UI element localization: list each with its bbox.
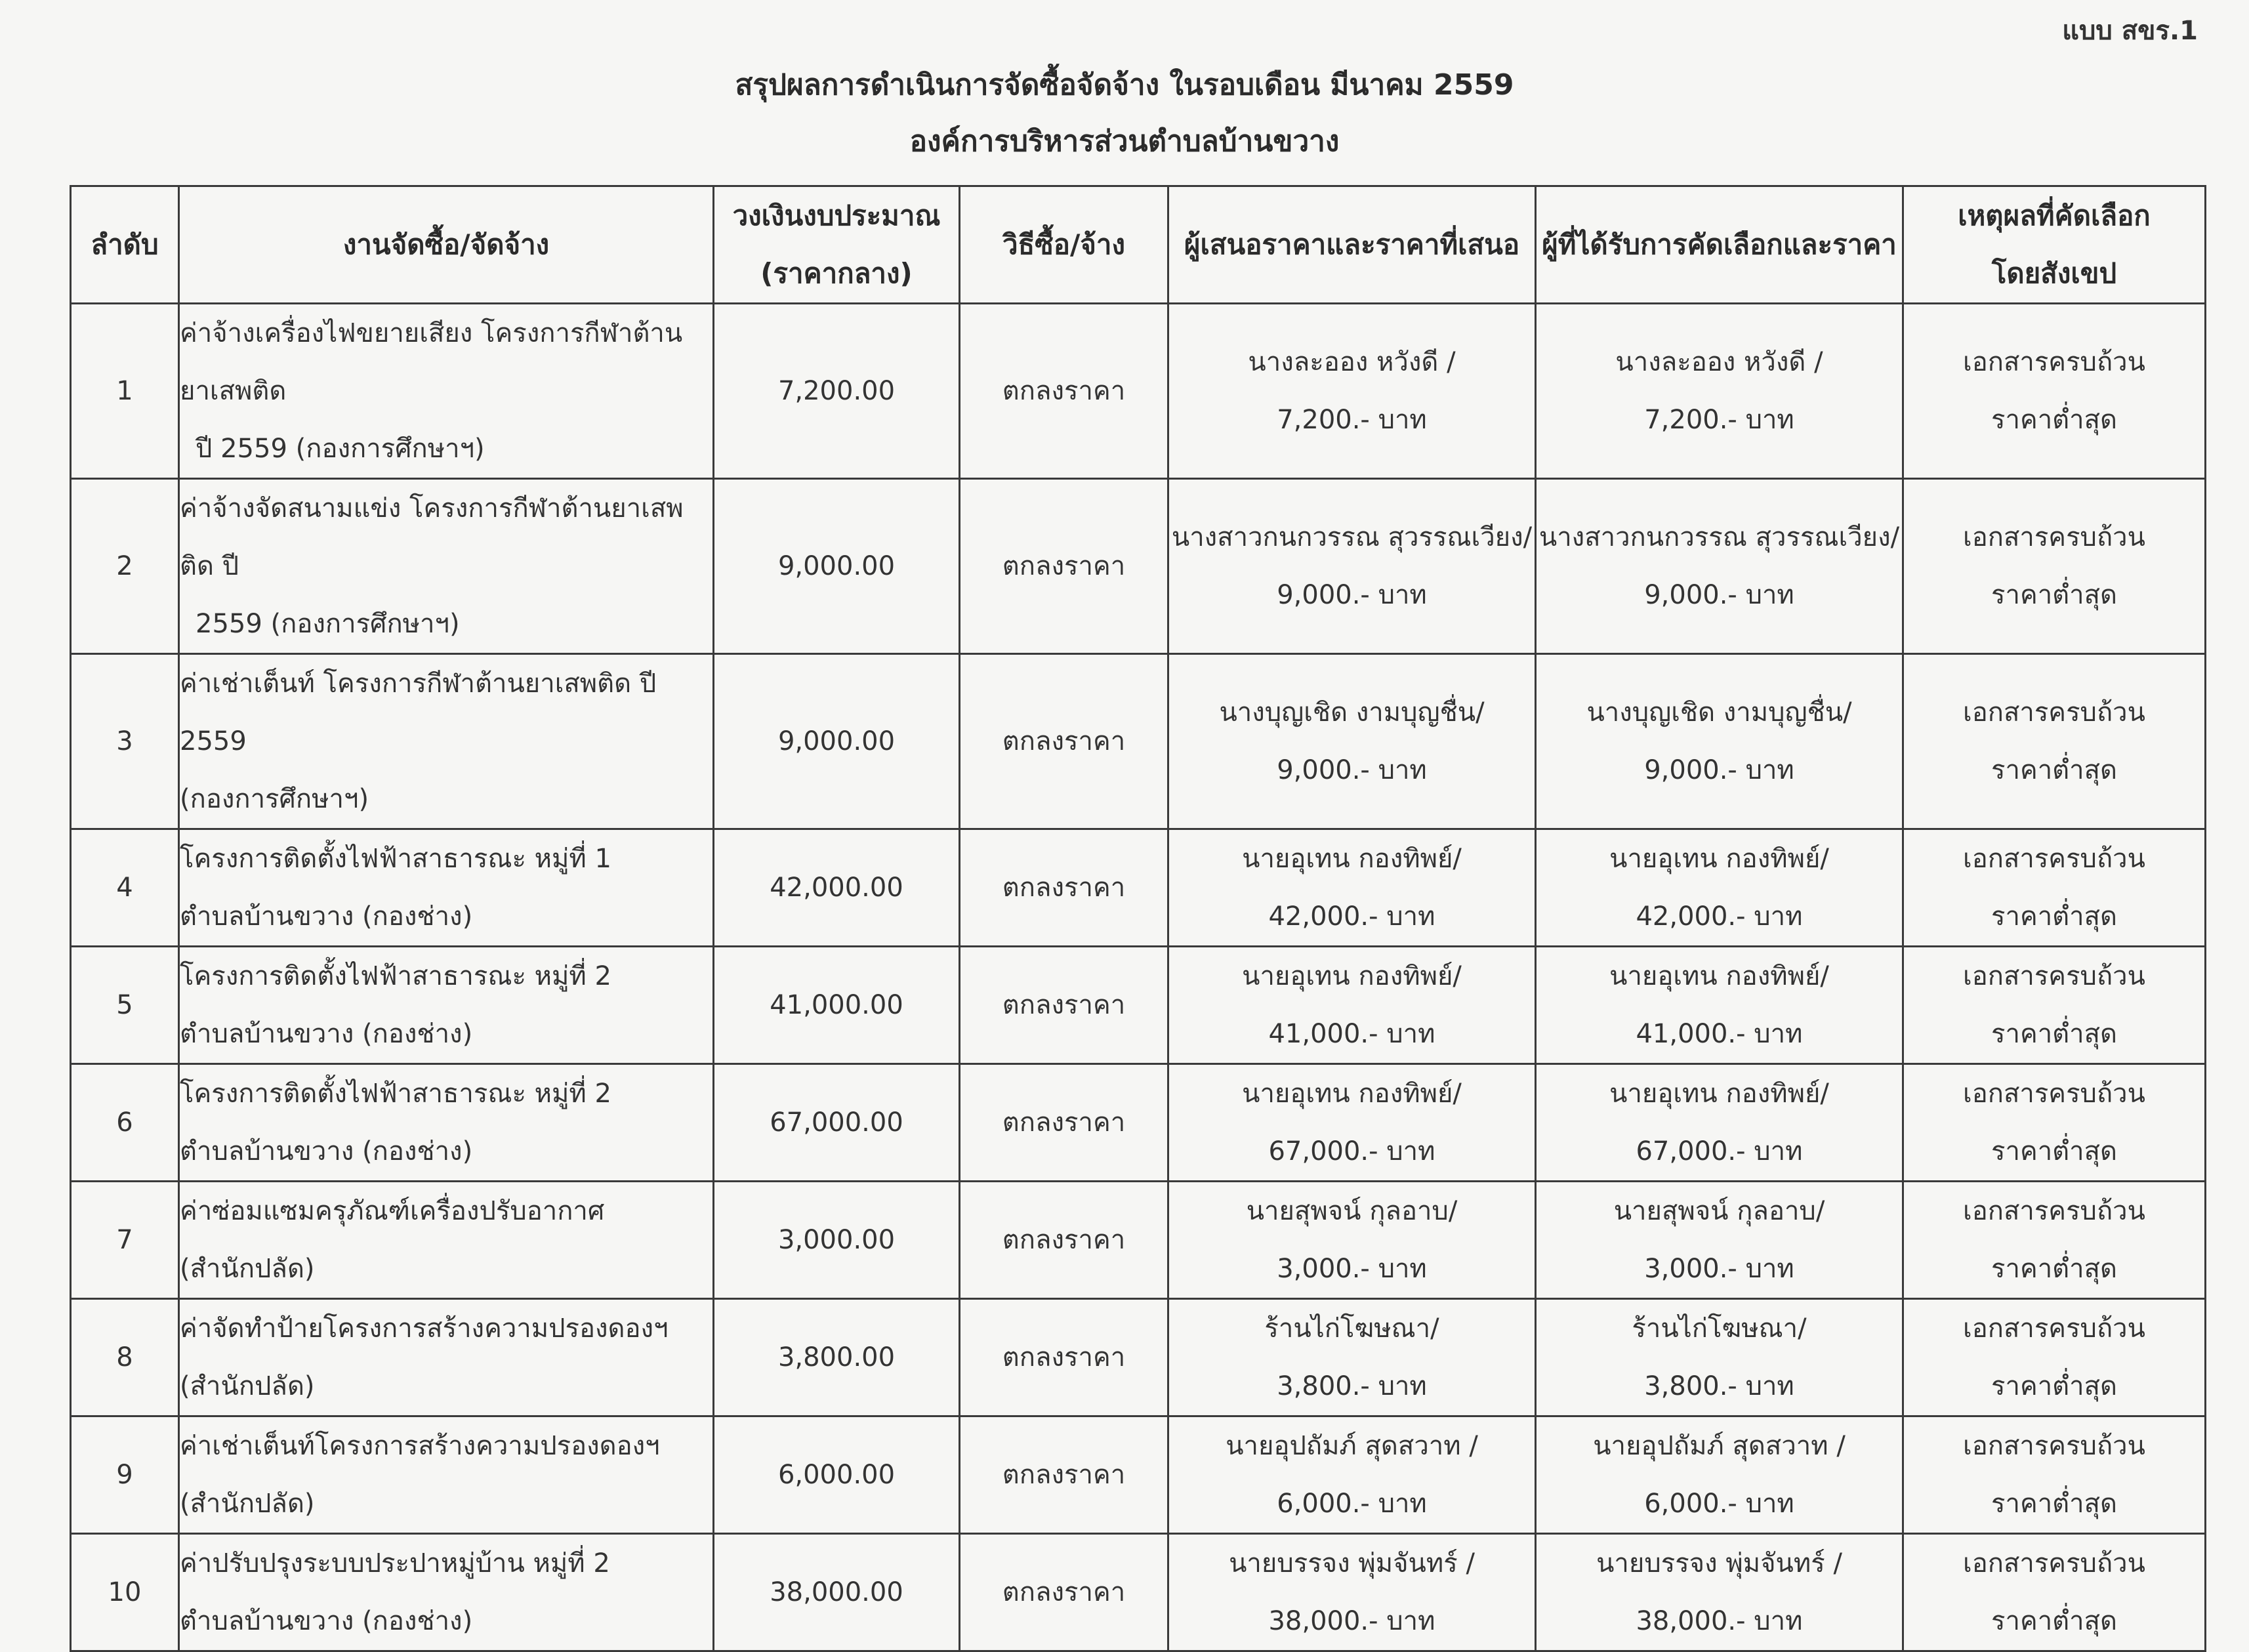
row-method: ตกลงราคา: [960, 304, 1168, 479]
row-budget: 3,000.00: [714, 1182, 960, 1299]
table-row: [71, 654, 2206, 829]
row-bidder: นายอุเทน กองทิพย์/ 42,000.- บาท: [1168, 829, 1536, 947]
row-method: ตกลงราคา: [960, 479, 1168, 654]
row-reason: เอกสารครบถ้วน ราคาต่ำสุด: [1903, 947, 2206, 1064]
row-no: 8: [71, 1299, 179, 1416]
row-task: ค่าปรับปรุงระบบประปาหมู่บ้าน หมู่ที่ 2 ตำบลบ้านขวาง (กองช่าง): [179, 1534, 714, 1651]
row-no: 3: [71, 654, 179, 829]
row-task: ค่าจ้างเครื่องไฟขยายเสียง โครงการกีฬาต้านยาเสพติด ปี 2559 (กองการศึกษาฯ): [179, 304, 714, 479]
row-method: ตกลงราคา: [960, 654, 1168, 829]
table-row: [71, 1416, 2206, 1534]
row-selected: นางบุญเชิด งามบุญชื่น/ 9,000.- บาท: [1536, 654, 1903, 829]
row-selected: นายอุเทน กองทิพย์/ 41,000.- บาท: [1536, 947, 1903, 1064]
row-selected: นายบรรจง พุ่มจันทร์ / 38,000.- บาท: [1536, 1534, 1903, 1651]
row-bidder: นายอุปถัมภ์ สุดสวาท / 6,000.- บาท: [1168, 1416, 1536, 1534]
header-budget: วงเงินงบประมาณ (ราคากลาง): [714, 186, 960, 304]
row-budget: 7,200.00: [714, 304, 960, 479]
row-no: 10: [71, 1534, 179, 1651]
row-bidder: นายอุเทน กองทิพย์/ 41,000.- บาท: [1168, 947, 1536, 1064]
row-budget: 38,000.00: [714, 1534, 960, 1651]
header-no: ลำดับ: [71, 186, 179, 304]
page-subtitle: องค์การบริหารส่วนตำบลบ้านขวาง: [909, 125, 1340, 158]
page-title: สรุปผลการดำเนินการจัดซื้อจัดจ้าง ในรอบเดือน มีนาคม 2559: [735, 68, 1514, 102]
row-budget: 6,000.00: [714, 1416, 960, 1534]
row-budget: 42,000.00: [714, 829, 960, 947]
row-selected: นายอุเทน กองทิพย์/ 67,000.- บาท: [1536, 1064, 1903, 1182]
row-bidder: นายสุพจน์ กุลอาบ/ 3,000.- บาท: [1168, 1182, 1536, 1299]
row-task: ค่าจัดทำป้ายโครงการสร้างความปรองดองฯ (สำนักปลัด): [179, 1299, 714, 1416]
row-selected: นางสาวกนกวรรณ สุวรรณเวียง/ 9,000.- บาท: [1536, 479, 1903, 654]
row-bidder: นายบรรจง พุ่มจันทร์ / 38,000.- บาท: [1168, 1534, 1536, 1651]
row-task: ค่าซ่อมแซมครุภัณฑ์เครื่องปรับอากาศ (สำนักปลัด): [179, 1182, 714, 1299]
header-task: งานจัดซื้อ/จัดจ้าง: [179, 186, 714, 304]
row-budget: 67,000.00: [714, 1064, 960, 1182]
table-row: [71, 829, 2206, 947]
row-no: 2: [71, 479, 179, 654]
row-selected: นายอุปถัมภ์ สุดสวาท / 6,000.- บาท: [1536, 1416, 1903, 1534]
row-task: ค่าเช่าเต็นท์โครงการสร้างความปรองดองฯ (สำนักปลัด): [179, 1416, 714, 1534]
form-code: แบบ สขร.1: [2062, 16, 2198, 46]
row-reason: เอกสารครบถ้วน ราคาต่ำสุด: [1903, 304, 2206, 479]
row-no: 1: [71, 304, 179, 479]
table-header-row: [71, 186, 2206, 304]
row-reason: เอกสารครบถ้วน ราคาต่ำสุด: [1903, 1064, 2206, 1182]
table-row: [71, 1064, 2206, 1182]
row-selected: นางละออง หวังดี / 7,200.- บาท: [1536, 304, 1903, 479]
row-method: ตกลงราคา: [960, 829, 1168, 947]
row-method: ตกลงราคา: [960, 1416, 1168, 1534]
row-selected: นายสุพจน์ กุลอาบ/ 3,000.- บาท: [1536, 1182, 1903, 1299]
row-method: ตกลงราคา: [960, 1299, 1168, 1416]
table-row: [71, 304, 2206, 479]
row-method: ตกลงราคา: [960, 947, 1168, 1064]
row-reason: เอกสารครบถ้วน ราคาต่ำสุด: [1903, 1299, 2206, 1416]
row-budget: 9,000.00: [714, 479, 960, 654]
row-reason: เอกสารครบถ้วน ราคาต่ำสุด: [1903, 829, 2206, 947]
row-bidder: นางละออง หวังดี / 7,200.- บาท: [1168, 304, 1536, 479]
row-method: ตกลงราคา: [960, 1064, 1168, 1182]
row-selected: ร้านไก่โฆษณา/ 3,800.- บาท: [1536, 1299, 1903, 1416]
row-budget: 41,000.00: [714, 947, 960, 1064]
row-task: โครงการติดตั้งไฟฟ้าสาธารณะ หมู่ที่ 2 ตำบลบ้านขวาง (กองช่าง): [179, 947, 714, 1064]
row-no: 7: [71, 1182, 179, 1299]
row-method: ตกลงราคา: [960, 1182, 1168, 1299]
row-reason: เอกสารครบถ้วน ราคาต่ำสุด: [1903, 1416, 2206, 1534]
row-task: โครงการติดตั้งไฟฟ้าสาธารณะ หมู่ที่ 2 ตำบลบ้านขวาง (กองช่าง): [179, 1064, 714, 1182]
row-bidder: นายอุเทน กองทิพย์/ 67,000.- บาท: [1168, 1064, 1536, 1182]
table-row: [71, 1182, 2206, 1299]
row-task: ค่าจ้างจัดสนามแข่ง โครงการกีฬาต้านยาเสพติด ปี 2559 (กองการศึกษาฯ): [179, 479, 714, 654]
table-row: [71, 947, 2206, 1064]
table-row: [71, 1534, 2206, 1651]
table-row: [71, 479, 2206, 654]
row-reason: เอกสารครบถ้วน ราคาต่ำสุด: [1903, 1182, 2206, 1299]
row-reason: เอกสารครบถ้วน ราคาต่ำสุด: [1903, 1534, 2206, 1651]
row-selected: นายอุเทน กองทิพย์/ 42,000.- บาท: [1536, 829, 1903, 947]
header-reason: เหตุผลที่คัดเลือก โดยสังเขป: [1903, 186, 2206, 304]
row-budget: 9,000.00: [714, 654, 960, 829]
row-task: ค่าเช่าเต็นท์ โครงการกีฬาต้านยาเสพติด ปี 2559 (กองการศึกษาฯ): [179, 654, 714, 829]
row-no: 4: [71, 829, 179, 947]
row-budget: 3,800.00: [714, 1299, 960, 1416]
row-no: 6: [71, 1064, 179, 1182]
row-bidder: ร้านไก่โฆษณา/ 3,800.- บาท: [1168, 1299, 1536, 1416]
row-bidder: นางบุญเชิด งามบุญชื่น/ 9,000.- บาท: [1168, 654, 1536, 829]
header-selected: ผู้ที่ได้รับการคัดเลือกและราคา: [1536, 186, 1903, 304]
header-method: วิธีซื้อ/จ้าง: [960, 186, 1168, 304]
row-task: โครงการติดตั้งไฟฟ้าสาธารณะ หมู่ที่ 1 ตำบลบ้านขวาง (กองช่าง): [179, 829, 714, 947]
row-reason: เอกสารครบถ้วน ราคาต่ำสุด: [1903, 654, 2206, 829]
row-no: 5: [71, 947, 179, 1064]
row-no: 9: [71, 1416, 179, 1534]
table-row: [71, 1299, 2206, 1416]
row-method: ตกลงราคา: [960, 1534, 1168, 1651]
header-bidders: ผู้เสนอราคาและราคาที่เสนอ: [1168, 186, 1536, 304]
row-reason: เอกสารครบถ้วน ราคาต่ำสุด: [1903, 479, 2206, 654]
row-bidder: นางสาวกนกวรรณ สุวรรณเวียง/ 9,000.- บาท: [1168, 479, 1536, 654]
procurement-table: [70, 185, 2206, 1652]
